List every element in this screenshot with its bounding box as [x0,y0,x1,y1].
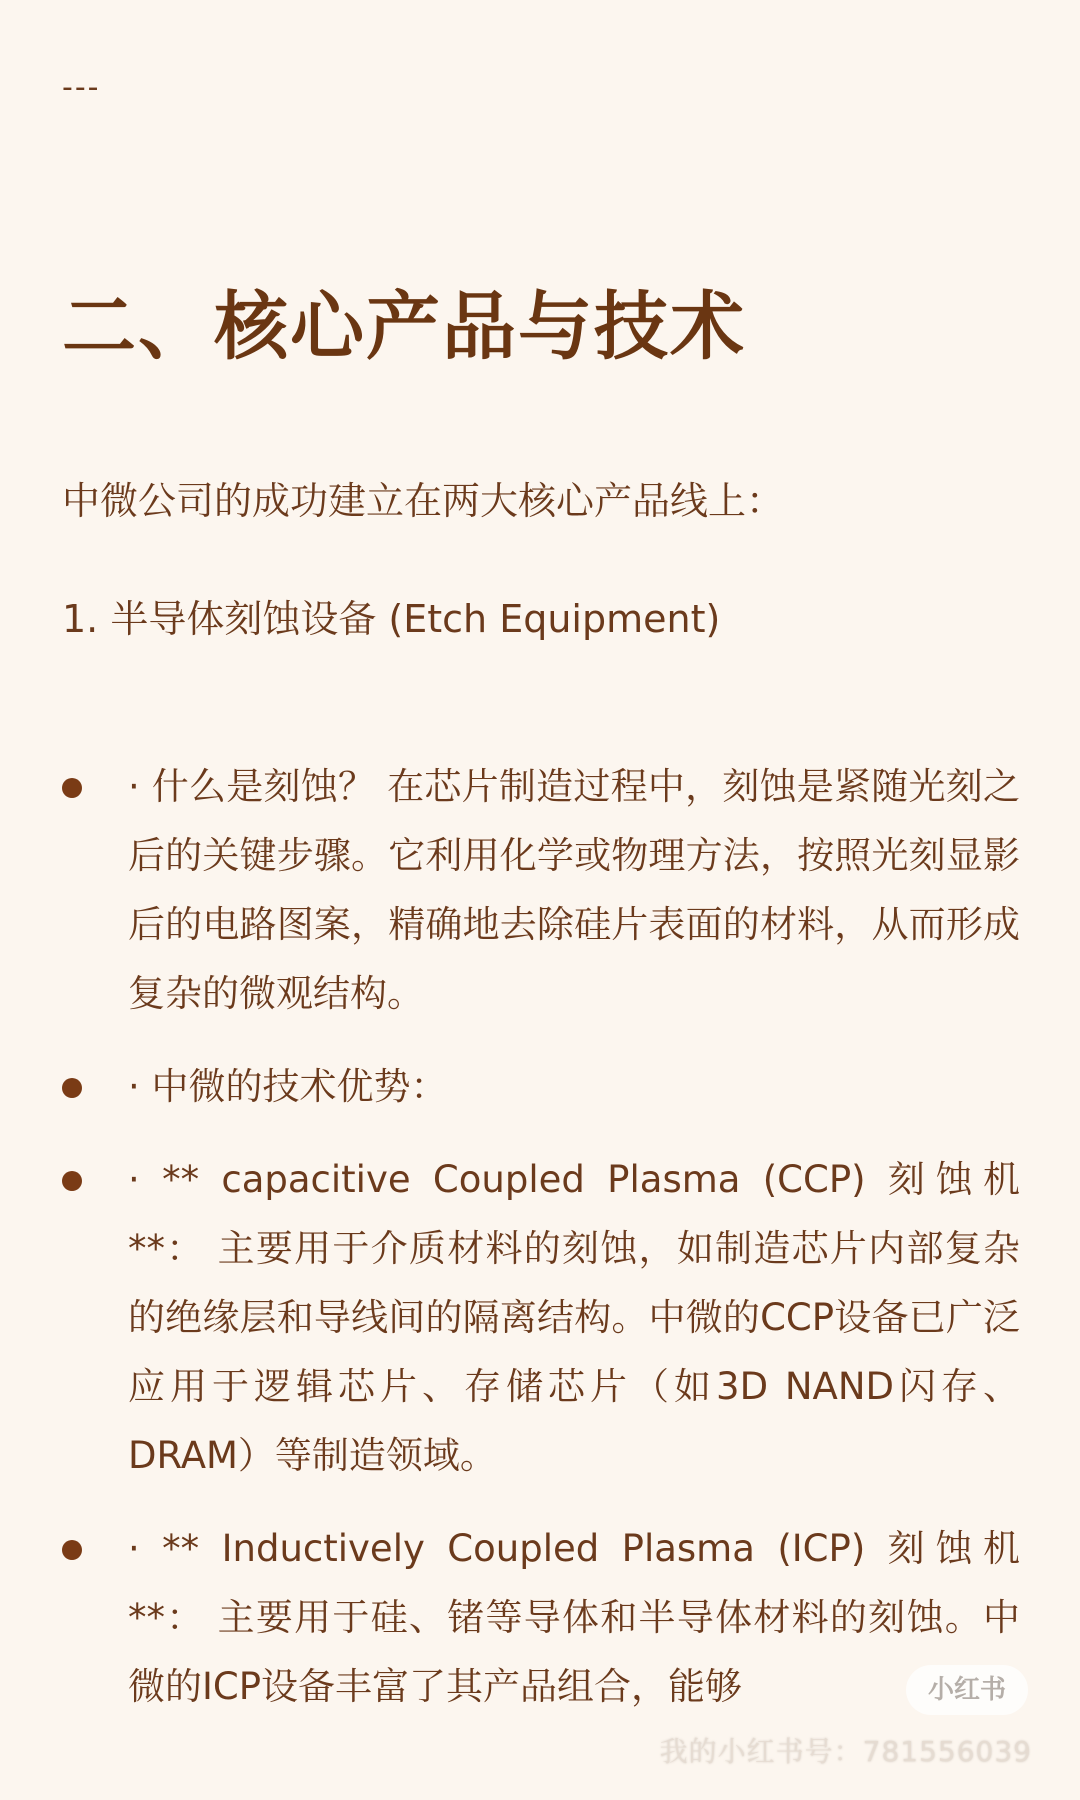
intro-paragraph: 中微公司的成功建立在两大核心产品线上： [62,479,785,523]
list-item [62,1145,1020,1490]
watermark-logo: 小红书 [906,1665,1028,1715]
bullet-list [62,752,1020,1745]
list-item-text: · ** capacitive Coupled Plasma (CCP) 刻蚀机 **： 主要用于介质材料的刻蚀，如制造芯片内部复杂的绝缘层和导线间的隔离结构。中微的CCP设备已广泛应用于逻辑芯片、存储芯片（如3D NAND闪存、DRAM）等制造领域。 [128,1158,1020,1477]
list-item [62,1052,1020,1121]
bullet-dot-icon [62,778,82,798]
divider-text: --- [62,70,101,105]
bullet-dot-icon [62,1540,82,1560]
list-item [62,1514,1020,1721]
section-heading: 二、核心产品与技术 [62,284,746,370]
list-item-text: · 什么是刻蚀？ 在芯片制造过程中，刻蚀是紧随光刻之后的关键步骤。它利用化学或物理方法，按照光刻显影后的电路图案，精确地去除硅片表面的材料，从而形成复杂的微观结构。 [128,765,1020,1015]
watermark-id: 我的小红书号：781556039 [659,1735,1032,1768]
bullet-dot-icon [62,1171,82,1191]
bullet-dot-icon [62,1078,82,1098]
list-item [62,752,1020,1028]
product-subheading: 1. 半导体刻蚀设备 (Etch Equipment) [62,597,721,641]
list-item-text: · 中微的技术优势： [128,1065,448,1108]
list-item-text: · ** Inductively Coupled Plasma (ICP) 刻蚀机 **： 主要用于硅、锗等导体和半导体材料的刻蚀。中微的ICP设备丰富了其产品组合，能够 [128,1527,1020,1708]
